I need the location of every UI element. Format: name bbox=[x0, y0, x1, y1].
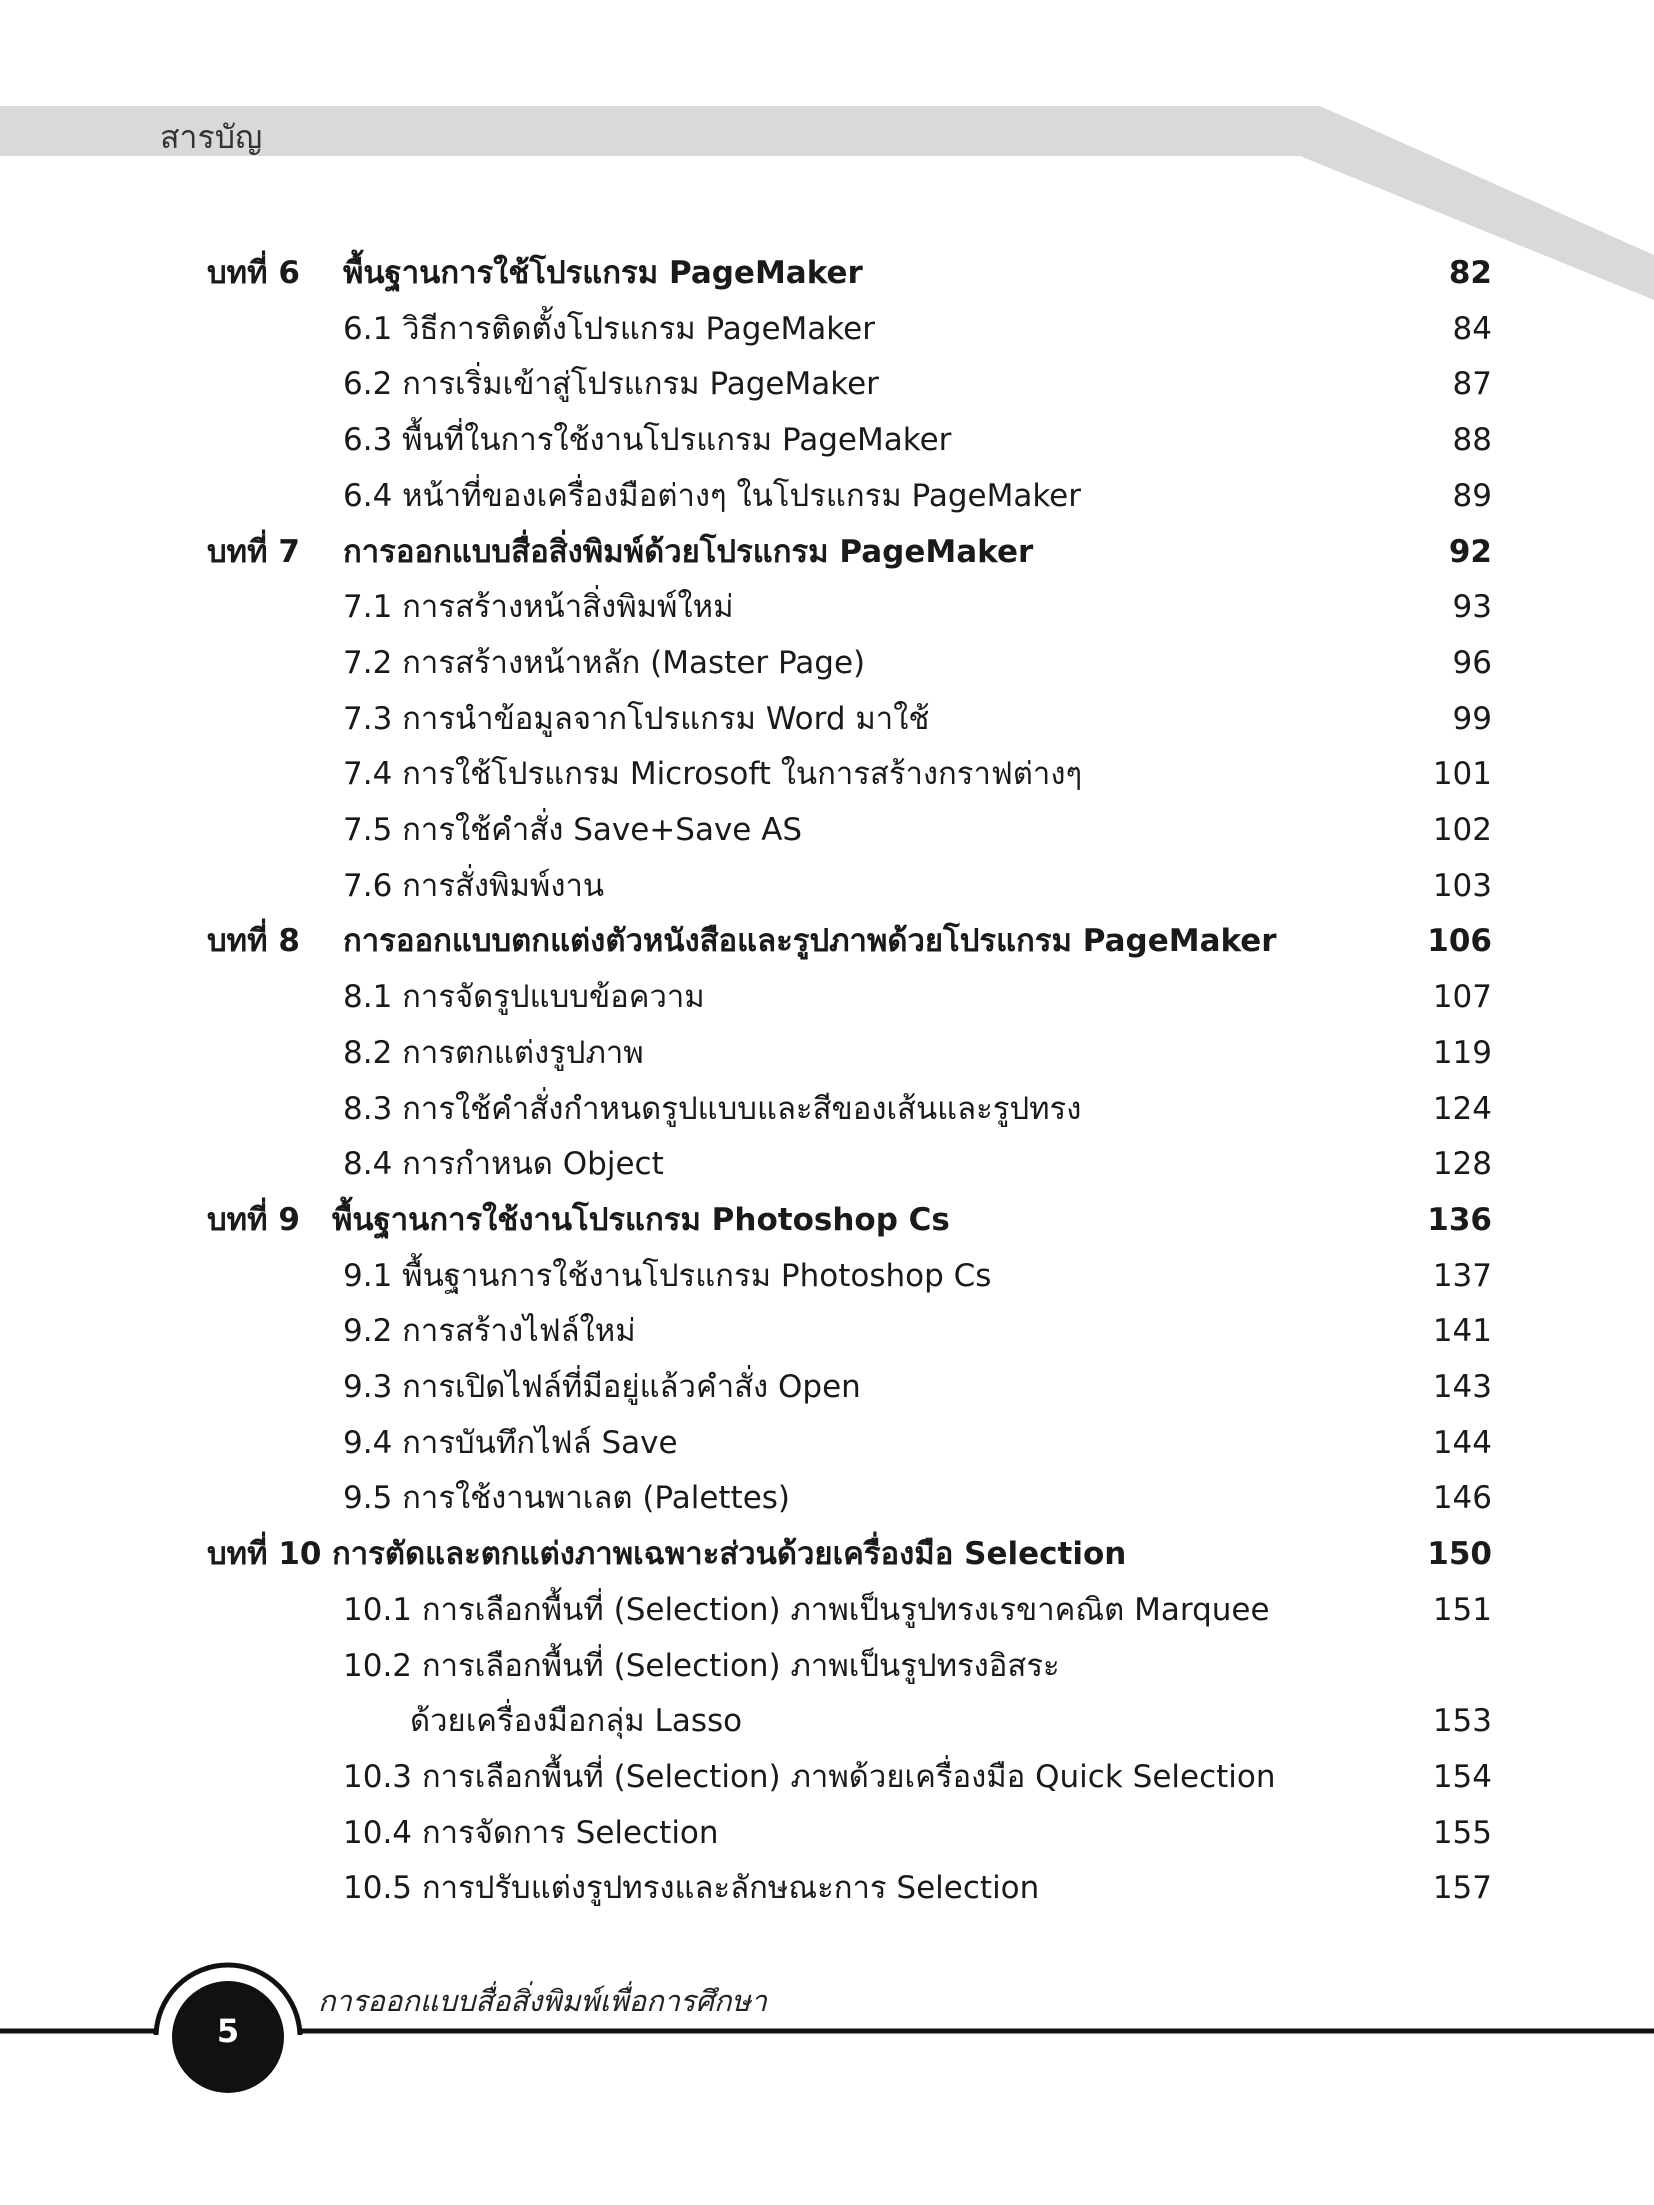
toc-section-row bbox=[0, 1470, 1654, 1526]
toc-entry-title: 8.1 การจัดรูปแบบข้อความ bbox=[343, 979, 705, 1016]
toc-entry-title: 10.1 การเลือกพื้นที่ (Selection) ภาพเป็นรูปทรงเรขาคณิต Marquee bbox=[343, 1591, 1270, 1628]
toc-entry-title: 10.2 การเลือกพื้นที่ (Selection) ภาพเป็นรูปทรงอิสระ bbox=[343, 1647, 1060, 1684]
toc-page-number: 154 bbox=[1432, 1758, 1492, 1795]
toc-entry-title: 7.3 การนำข้อมูลจากโปรแกรม Word มาใช้ bbox=[343, 700, 930, 737]
toc-section-row bbox=[0, 1749, 1654, 1805]
toc-section-row bbox=[0, 301, 1654, 357]
toc-chapter-row bbox=[0, 1192, 1654, 1248]
toc-page-number: 144 bbox=[1432, 1424, 1492, 1461]
toc-chapter-number: บทที่ 9 bbox=[207, 1201, 300, 1238]
toc-chapter-row bbox=[0, 524, 1654, 580]
toc-section-row bbox=[0, 1860, 1654, 1916]
toc-entry-title: 6.2 การเริ่มเข้าสู่โปรแกรม PageMaker bbox=[343, 366, 879, 403]
toc-entry-title: 7.4 การใช้โปรแกรม Microsoft ในการสร้างกราฟต่างๆ bbox=[343, 756, 1083, 793]
toc-section-row bbox=[0, 858, 1654, 914]
toc-entry-title: 6.3 พื้นที่ในการใช้งานโปรแกรม PageMaker bbox=[343, 422, 952, 459]
toc-section-row bbox=[0, 1582, 1654, 1638]
toc-section-row bbox=[0, 1081, 1654, 1137]
toc-chapter-number: บทที่ 6 bbox=[207, 255, 300, 291]
toc-page-number: 128 bbox=[1432, 1146, 1492, 1183]
toc-page-number: 155 bbox=[1432, 1814, 1492, 1851]
toc-entry-title: การออกแบบสื่อสิ่งพิมพ์ด้วยโปรแกรม PageMaker bbox=[343, 533, 1034, 570]
toc-entry-title: 9.1 พื้นฐานการใช้งานโปรแกรม Photoshop Cs bbox=[343, 1257, 992, 1294]
toc-entry-title: 6.1 วิธีการติดตั้งโปรแกรม PageMaker bbox=[343, 310, 875, 347]
toc-section-row bbox=[0, 802, 1654, 858]
toc-page-number: 103 bbox=[1432, 867, 1492, 904]
toc-section-row bbox=[0, 1415, 1654, 1471]
toc-page-number: 101 bbox=[1432, 756, 1492, 793]
toc-entry-title: 9.2 การสร้างไฟล์ใหม่ bbox=[343, 1313, 636, 1350]
footer-book-title: การออกแบบสื่อสิ่งพิมพ์เพื่อการศึกษา bbox=[318, 1984, 767, 2018]
toc-section-row bbox=[0, 1359, 1654, 1415]
toc-page-number: 93 bbox=[1452, 589, 1492, 626]
toc-page-number: 82 bbox=[1448, 255, 1492, 291]
toc-section-row bbox=[0, 1638, 1654, 1694]
toc-page-number: 106 bbox=[1427, 923, 1492, 960]
toc-section-row bbox=[0, 579, 1654, 635]
toc-page-number: 119 bbox=[1432, 1034, 1492, 1071]
toc-section-row bbox=[0, 691, 1654, 747]
toc-chapter-number: บทที่ 10 bbox=[207, 1536, 322, 1573]
footer-decoration bbox=[0, 1940, 1654, 2205]
toc-section-row bbox=[0, 1693, 1654, 1749]
toc-page-number: 89 bbox=[1452, 477, 1492, 514]
toc-entry-title: 8.2 การตกแต่งรูปภาพ bbox=[343, 1034, 644, 1071]
toc-page-number: 151 bbox=[1432, 1591, 1492, 1628]
toc-section-row bbox=[0, 1248, 1654, 1304]
toc-page-number: 96 bbox=[1452, 644, 1492, 681]
toc-page-number: 102 bbox=[1432, 812, 1492, 848]
toc-page-number: 88 bbox=[1452, 422, 1492, 459]
toc-entry-title: พื้นฐานการใช้โปรแกรม PageMaker bbox=[343, 255, 863, 291]
toc-entry-title: 7.1 การสร้างหน้าสิ่งพิมพ์ใหม่ bbox=[343, 589, 734, 626]
toc-page-number: 99 bbox=[1452, 700, 1492, 737]
toc-entry-title: 10.4 การจัดการ Selection bbox=[343, 1814, 719, 1851]
toc-entry-title: 9.3 การเปิดไฟล์ที่มีอยู่แล้วคำสั่ง Open bbox=[343, 1369, 861, 1405]
toc-entry-title: พื้นฐานการใช้งานโปรแกรม Photoshop Cs bbox=[332, 1201, 950, 1238]
toc-entry-title: 7.6 การสั่งพิมพ์งาน bbox=[343, 867, 605, 904]
toc-entry-title: 10.3 การเลือกพื้นที่ (Selection) ภาพด้วยเครื่องมือ Quick Selection bbox=[343, 1758, 1276, 1795]
toc-chapter-row bbox=[0, 913, 1654, 969]
toc-entry-title: การตัดและตกแต่งภาพเฉพาะส่วนด้วยเครื่องมือ Selection bbox=[332, 1536, 1127, 1573]
toc-chapter-number: บทที่ 8 bbox=[207, 923, 300, 960]
toc-page-number: 141 bbox=[1432, 1313, 1492, 1350]
toc-entry-title: 10.5 การปรับแต่งรูปทรงและลักษณะการ Selection bbox=[343, 1870, 1040, 1907]
toc-page-number: 136 bbox=[1427, 1201, 1492, 1238]
toc-page-number: 153 bbox=[1432, 1703, 1492, 1740]
toc-section-row bbox=[0, 969, 1654, 1025]
toc-chapter-row bbox=[0, 245, 1654, 301]
header-title: สารบัญ bbox=[160, 118, 263, 156]
toc-entry-title: 9.4 การบันทึกไฟล์ Save bbox=[343, 1424, 678, 1461]
toc-section-row bbox=[0, 468, 1654, 524]
toc-page-number: 107 bbox=[1432, 979, 1492, 1016]
toc-page-number: 92 bbox=[1448, 533, 1492, 570]
toc-chapter-row bbox=[0, 1526, 1654, 1582]
toc-section-row bbox=[0, 1303, 1654, 1359]
toc-page-number: 146 bbox=[1432, 1480, 1492, 1517]
toc-page-number: 87 bbox=[1452, 366, 1492, 403]
toc-entry-title: 8.4 การกำหนด Object bbox=[343, 1146, 664, 1183]
toc-page-number: 157 bbox=[1432, 1870, 1492, 1907]
toc-section-row bbox=[0, 746, 1654, 802]
toc-section-row bbox=[0, 635, 1654, 691]
toc-entry-title: 7.5 การใช้คำสั่ง Save+Save AS bbox=[343, 812, 803, 848]
toc-page-number: 143 bbox=[1432, 1369, 1492, 1405]
toc-entry-title: 7.2 การสร้างหน้าหลัก (Master Page) bbox=[343, 644, 866, 681]
toc-entry-title: ด้วยเครื่องมือกลุ่ม Lasso bbox=[410, 1703, 743, 1740]
toc-page-number: 150 bbox=[1427, 1536, 1492, 1573]
toc-page-number: 124 bbox=[1432, 1090, 1492, 1127]
toc-section-row bbox=[0, 1805, 1654, 1861]
toc-page-number: 84 bbox=[1452, 310, 1492, 347]
toc-section-row bbox=[0, 1025, 1654, 1081]
toc-chapter-number: บทที่ 7 bbox=[207, 533, 300, 570]
toc-entry-title: 8.3 การใช้คำสั่งกำหนดรูปแบบและสีของเส้นและรูปทรง bbox=[343, 1090, 1082, 1127]
toc-page-number: 137 bbox=[1432, 1257, 1492, 1294]
toc-section-row bbox=[0, 1136, 1654, 1192]
toc-entry-title: การออกแบบตกแต่งตัวหนังสือและรูปภาพด้วยโปรแกรม PageMaker bbox=[343, 923, 1277, 960]
toc-entry-title: 9.5 การใช้งานพาเลต (Palettes) bbox=[343, 1480, 791, 1517]
toc-section-row bbox=[0, 356, 1654, 412]
page-number: 5 bbox=[216, 2012, 240, 2050]
toc-section-row bbox=[0, 412, 1654, 468]
toc-entry-title: 6.4 หน้าที่ของเครื่องมือต่างๆ ในโปรแกรม PageMaker bbox=[343, 477, 1081, 514]
